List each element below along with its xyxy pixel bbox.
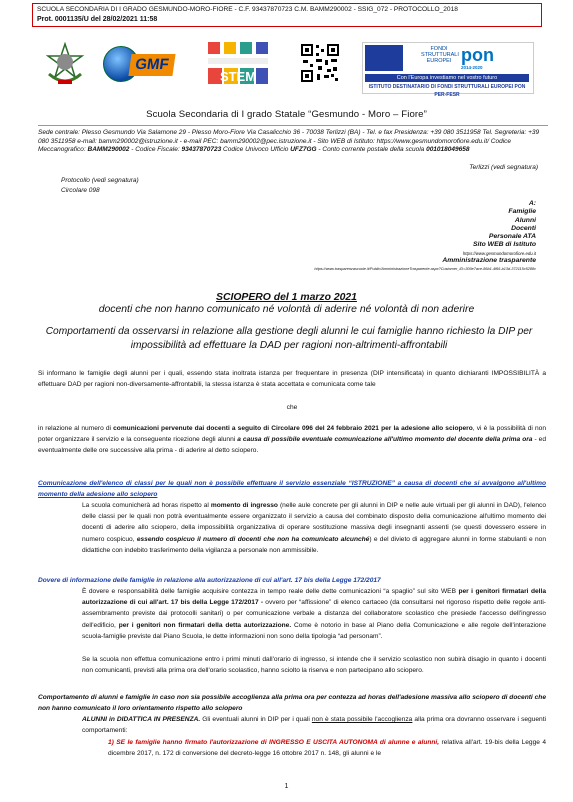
p2-a: in relazione al numero di (38, 425, 114, 432)
p3-e: ) e del divieto di aggregare alunni in forme stabulanti e non didattiche con indebito trasferimento della vigilanza a personale non ammissibile. (82, 535, 546, 554)
paragraph-autonomous-exit (108, 737, 546, 759)
p6-a: ALUNNI in DIDATTICA IN PRESENZA. (82, 716, 201, 723)
p3-c: (nelle aule concrete per gli alunni in DIP e nelle aule virtuali per gli alunni in DAD), l'elenco delle classi per le quali non potrà eventualmente essere organizzato il servizio a causa del combinato disposto della comunicazione all'ultimo momento dei docenti di aderire allo sciopero, della impossibilità organizzativa di operare sostituzione massiva degli insegnanti assenti (se questi dovessero essere in numero cospicuo, (82, 502, 546, 543)
pon-logo (362, 42, 534, 98)
paragraph-dip-students (82, 714, 546, 736)
codice-ufficio: UFZ7GG (290, 146, 317, 154)
p4-e: Come è notorio in base al Piano della Comunicazione e alle regole dell'interazione scuola-famiglie previste dal Piano Scuola, le dette informazioni non sono della tipologia “ad personam”. (82, 621, 546, 640)
p3-d: essendo cospicuo il numero di docenti che non ha comunicato alcunché (136, 535, 370, 543)
protocol-stamp (32, 3, 542, 27)
gmf-logo: GMF (128, 54, 175, 76)
pon-years: 2014-2020 (461, 65, 483, 70)
recipient-alunni: Alunni (514, 216, 536, 224)
conto-corrente: 001018049658 (426, 146, 470, 154)
address-line-3c: Codice Univoco Ufficio (221, 146, 291, 154)
p7-a: 1) SE le famiglie hanno firmato l'autorizzazione di INGRESSO E USCITA AUTONOMA di alunne e alunni, (108, 739, 440, 746)
recipient-amministrazione: Amministrazione trasparente (442, 256, 536, 264)
section-title: Comportamenti da osservarsi in relazione alla gestione degli alunni le cui famiglie hanno richiesto la DIP per impossibilità ad effettuare la DAD per ragioni non-altrimenti-affrontabili (45, 326, 533, 351)
paragraph-no-communication: Se la scuola non effettua comunicazione entro i primi minuti dall'orario di ingresso, si intende che il servizio scolastico non subirà disagio in quanto i docenti non comunicanti, previsti alla prima ora dell'orario scolastico, hanno sciolto la riserva e non partecipano allo sciopero. (82, 656, 546, 675)
stem-logo-text: STEM (219, 69, 257, 84)
address-line-1: Sede centrale: Plesso Gesmundo Via Salamone 29 - Plesso Moro-Fiore Via Casalicchio 36 - 70038 Terlizzi (BA) - Tel. e fax Presidenza: +39 080 3511958 (38, 129, 481, 136)
p2-d: a causa di possibile eventuale comunicazione all'ultimo momento del docente della prima ora (237, 436, 533, 444)
heading-classes-list: Comunicazione dell'elenco di classi per le quali non è possibile effettuare il servizio essenziale “ISTRUZIONE” a causa di docenti che si avvalgono all'ultimo momento della adesione allo sciopero (38, 480, 546, 499)
p3-b: momento di ingresso (210, 502, 278, 509)
p6-d: alla prima ora dovranno osservare i seguenti comportamenti: (82, 716, 547, 735)
ministry-icon (503, 47, 529, 69)
eu-tagline: Con l'Europa investiamo nel vostro futuro (365, 74, 529, 82)
republic-emblem-icon (45, 42, 85, 86)
recipients (236, 200, 536, 273)
p4-b: per i genitori firmatari della autorizzazione di cui all'art. 17 bis della Legge 172/2017 - (82, 588, 546, 607)
school-name: Scuola Secondaria di I grado Statale “Gesmundo - Moro – Fiore” (146, 109, 427, 120)
paragraph-strike-communications (38, 423, 546, 457)
stamp-protocol: Prot. 0001135/U del 28/02/2021 11:58 (37, 16, 158, 23)
recipient-ata: Personale ATA (488, 233, 536, 241)
p2-b: comunicazioni pervenute dai docenti a seguito di Circolare 096 del 24 febbraio 2021 per la adesione allo sciopero (113, 425, 473, 432)
p2-c: , vi è la possibilità di non poter organizzare il servizio e la conseguente ricezione degli alunni (38, 425, 546, 444)
p4-c: ovvero per “affissione” di elenco cartaceo (da consultarsi nel rigoroso rispetto delle regole anti-assembramento previste dai protocolli sanitari) o per comunicazione verbale a distanza del collaboratore scolastico che presiede l'accesso dell'ingresso dell'edificio, (82, 599, 547, 629)
recipient-famiglie: Famiglie (508, 208, 536, 216)
heading-behaviour: Comportamento di alunni e famiglie in caso non sia possibile accoglienza alla prima ora per contezza ad horas dell'adesione massiva allo sciopero di docenti che non hanno comunicato il loro orientamento rispetto allo sciopero (38, 694, 546, 713)
page-number: 1 (284, 783, 289, 790)
p3-a: La scuola comunicherà ad horas rispetto al (82, 502, 211, 509)
address-line-2: Tel. Segreteria: +39 080 3511958 e-mail: bamm290002@istruzione.it - e-mail PEC: bamm290002@pec.istruzione.it - Sito WEB di Istituto: (38, 129, 540, 145)
p2-e: - ed eventualmente delle ore successive alla prima - di aderire al detto sciopero. (38, 436, 546, 455)
qr-code-icon (300, 43, 340, 83)
pon-subtitle: ISTITUTO DESTINATARIO DI FONDI STRUTTURALI EUROPEI PON PER-FESR (368, 84, 526, 98)
protocol-info (61, 176, 139, 196)
circular-number: Circolare 098 (61, 187, 100, 194)
address-line-3d: - Conto corrente postale della scuola (316, 146, 427, 154)
che-label: che (286, 404, 298, 411)
protocol-label: Protocollo (vedi segnatura) (61, 177, 139, 184)
p6-b: Gli eventuali alunni in DIP per i quali (200, 716, 312, 723)
codice-fiscale: 93437870723 (181, 146, 222, 154)
recipient-sito: Sito WEB di Istituto (472, 241, 536, 249)
stamp-header: SCUOLA SECONDARIA DI I GRADO GESMUNDO-MORO-FIORE - C.F. 93437870723 C.M. BAMM290002 - SSIG_072 - PROTOCOLLO_2018 (37, 6, 458, 13)
amministrazione-url[interactable]: https://www.trasparenzascuole.it/Public/AmministrazioneTrasparente.aspx?Customer_ID=300e7ace-86b1-4f66-b13d-372115c5288c (314, 267, 536, 272)
codice-meccanografico: BAMM290002 (87, 146, 130, 154)
address-line-3b: - Codice Fiscale: (129, 146, 182, 154)
stem-logo-icon (206, 40, 270, 86)
address-line-3a: https://www.gesmundomorofiore.edu.it/ Codice Meccanografico: (38, 137, 512, 154)
recipient-docenti: Docenti (511, 224, 536, 232)
p6-c: non è stata possibile l'accoglienza (311, 716, 413, 723)
eu-flag-icon (365, 45, 403, 71)
pon-text: pon (461, 45, 494, 65)
fondi-strutturali-label: FONDI STRUTTURALI EUROPEI (421, 46, 459, 64)
strike-subtitle: docenti che non hanno comunicato né volontà di aderire né volontà di non aderire (98, 304, 475, 315)
paragraph-classes-list (82, 500, 546, 556)
recipients-label: A: (528, 200, 536, 207)
logo-bar (0, 40, 573, 98)
p4-a: È dovere e responsabilità delle famiglie acquisire contezza in tempo reale delle dette comunicazioni “a spaglio” sul sito WEB (82, 588, 459, 595)
heading-family-information: Dovere di informazione delle famiglie in relazione alla autorizzazione di cui all'art. 17 bis della Legge 172/2017 (38, 577, 381, 584)
paragraph-family-duty (82, 586, 546, 642)
p7-b: relativa all'art. 19-bis della Legge 4 dicembre 2017, n. 172 di conversione del decreto-legge 16 ottobre 2017 n. 148, gli alunni e le (108, 739, 547, 758)
school-address (38, 129, 548, 155)
strike-title: SCIOPERO del 1 marzo 2021 (216, 292, 357, 303)
header-divider (38, 125, 548, 126)
document-title (0, 292, 573, 316)
pon-mark (461, 45, 501, 69)
p4-d: per i genitori non firmatari della detta autorizzazione. (118, 621, 292, 629)
sito-url[interactable]: https://www.gesmundomorofiore.edu.it (462, 250, 536, 256)
paragraph-intro: Si informano le famiglie degli alunni per i quali, essendo stata inoltrata istanza per frequentare in presenza (DIP intensificata) in quanto dichiaranti IMPOSSIBILITÀ a effettuare DAD per ragioni non-diversamente-affrontabili, la stessa istanza è stata accettata e comunicata come tale (38, 370, 546, 389)
place-date: Terlizzi (vedi segnatura) (469, 164, 538, 171)
